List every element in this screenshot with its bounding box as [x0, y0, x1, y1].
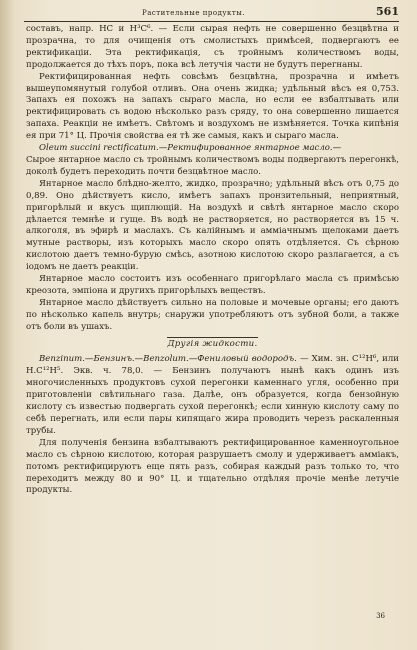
page-content	[26, 24, 399, 497]
paragraph-amber-oil-composition: Янтарное масло состоитъ изъ особеннаго пригорѣлаго масла съ примѣсью креозота, эмпiона и другихъ пригорѣлыхъ веществъ.	[26, 274, 399, 296]
paragraph-benzin-preparation: Для полученiя бензина взбалтываютъ ректифицированное каменноугольное масло съ сѣрною кислотою, которая разрушаетъ смолу и удерживаетъ аммiакъ, потомъ ректифицируютъ еще пять разъ, собирая каждый разъ только то, что переходитъ между 80 и 90° Ц. и тщательно отдѣляя прочiе менѣе летучiе продукты.	[26, 437, 399, 496]
benzin-heading: Benzinum.—Бензинъ.—Benzolum.—Фениловый водородъ.	[39, 354, 297, 365]
page-header	[24, 5, 399, 22]
page-number: 561	[376, 5, 399, 18]
page-binding-shadow	[0, 0, 14, 650]
paragraph-benzin	[26, 354, 399, 437]
paragraph-nefть-composition: составъ, напр. НС и Н³С⁶. — Если сырая нефть не совершенно безцвѣтна и прозрачна, то для очищенiя отъ смолистыхъ примѣсей, подвергаютъ ее ректификацiи. Эта ректификацiя, съ тройнымъ количествомъ воды, продолжается до тѣхъ поръ, пока всѣ летучiя части не будутъ перегнаны.	[26, 24, 399, 70]
paragraph-amber-oil-use: Янтарное масло дѣйствуетъ сильно на половые и мочевые органы; его даютъ по нѣсколько капель внутрь; снаружи употребляютъ отъ зубной боли, а также отъ боли въ ушахъ.	[26, 297, 399, 332]
paragraph-amber-oil-properties: Янтарное масло блѣдно-желто, жидко, прозрачно; удѣльный вѣсъ отъ 0,75 до 0,89. Оно дѣйствуетъ кисло, имѣетъ запахъ пронзительный, неприятный, пригорѣлый и вкусъ щиплющiй. На воздухѣ и свѣтѣ янтарное масло скоро дѣлается темнѣе и гуще. Въ водѣ не растворяется, но растворяется въ 15 ч. алкоголя, въ эфирѣ и маслахъ. Съ калiйнымъ и аммiачнымъ щелоками даетъ мутные растворы, изъ которыхъ масло скоро опять отдѣляется. Съ сѣрною кислотою даетъ темно-бурую смѣсь, азотною кислотою скоро разлагается, а съ iодомъ не даетъ реакцiи.	[26, 178, 399, 273]
oleum-text: Сырое янтарное масло съ тройнымъ количествомъ воды подвергаютъ перегонкѣ, доколѣ будетъ переходить почти безцвѣтное масло.	[26, 154, 399, 177]
paragraph-oleum-succini	[26, 143, 399, 179]
oleum-heading: Oleum succini rectificatum.—Ректифированное янтарное масло.—	[39, 143, 342, 154]
running-title: Растительные продукты.	[142, 9, 246, 17]
section-title: Другiя жидкости.	[167, 338, 258, 349]
paragraph-rectified-oil: Ректифицированная нефть совсѣмъ безцвѣтна, прозрачна и имѣетъ вышеупомянутый голубой отливъ. Она очень жидка; удѣльный вѣсъ ея 0,753. Запахъ ея похожъ на запахъ сыраго масла, но если ее взбалтывать или ректифицировать съ водою нѣсколько разъ сряду, то она совершенно лишается запаха. Реакцiи не имѣетъ. Свѣтомъ и воздухомъ не измѣняется. Точка кипѣнiя ея при 71° Ц. Прочiя свойства ея тѣ же самыя, какъ и сыраго масла.	[26, 71, 399, 142]
printer-signature: 36	[376, 612, 385, 620]
benzin-text: — Хим. зн. С¹²Н⁶, или Н.С¹²Н⁵. Экв. ч. 78,0. — Бензинъ получаютъ нынѣ какъ одинъ изъ многочисленныхъ продуктовъ сухой перегонки каменнаго угля, особенно при приготовленiи свѣтильнаго газа. Далѣе, онъ образуется, когда бензойную кислоту съ известью подвергать сухой перегонкѣ; если хинную кислоту саму по себѣ перегнать, или если пары кипящаго жира проводить черезъ раскаленныя трубы.	[26, 354, 399, 436]
